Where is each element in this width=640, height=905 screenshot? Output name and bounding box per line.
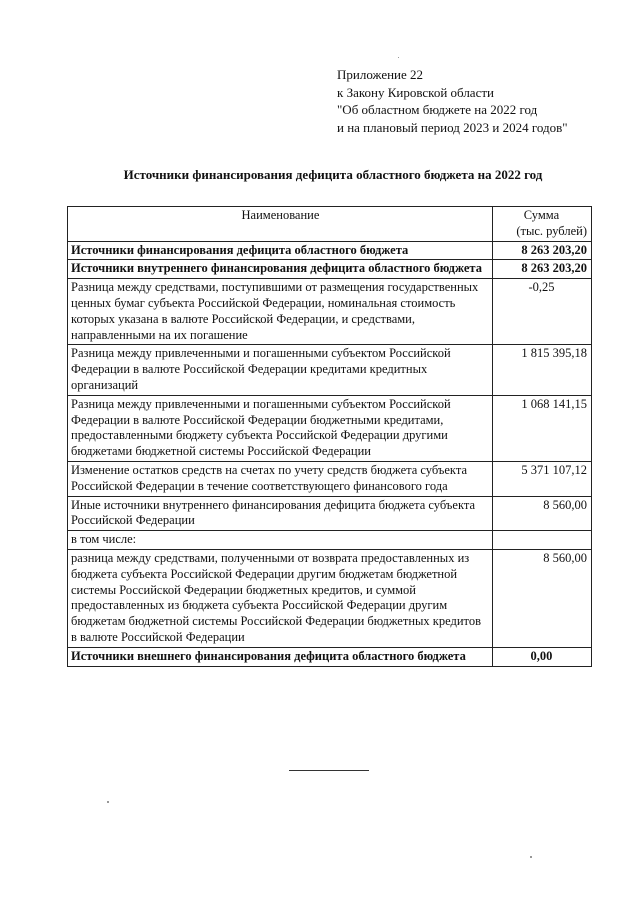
row-name-cell: Разница между привлеченными и погашенными субъектом Российской Федерации в валюте Российской Федерации кредитами кредитных организаций (68, 345, 493, 395)
table-row (68, 260, 592, 279)
row-name-cell: в том числе: (68, 531, 493, 550)
annex-line-2: к Закону Кировской области (337, 84, 494, 100)
table-row (68, 461, 592, 496)
table-row (68, 549, 592, 647)
annex-line-3: "Об областном бюджете на 2022 год (337, 102, 538, 117)
row-sum-cell: 8 560,00 (492, 549, 591, 647)
table-row (68, 647, 592, 666)
table-row (68, 241, 592, 260)
closing-divider (289, 770, 369, 771)
document-title: Источники финансирования дефицита областного бюджета на 2022 год (123, 167, 543, 182)
table-row (68, 531, 592, 550)
row-name-cell: Иные источники внутреннего финансирования дефицита бюджета субъекта Российской Федерации (68, 496, 493, 531)
header-sum-unit: (тыс. рублей) (516, 223, 587, 238)
scan-speck (398, 57, 399, 58)
row-sum-cell: 1 815 395,18 (492, 345, 591, 395)
table-row (68, 395, 592, 461)
row-name-cell: Источники финансирования дефицита областного бюджета (68, 241, 493, 260)
row-sum-cell: 8 560,00 (492, 496, 591, 531)
annex-line-4: и на плановый период 2023 и 2024 годов" (337, 119, 568, 135)
row-sum-cell: 8 263 203,20 (492, 241, 591, 260)
table-row (68, 496, 592, 531)
row-sum-cell: -0,25 (492, 279, 591, 345)
row-name-cell: Источники внешнего финансирования дефицита областного бюджета (68, 647, 493, 666)
row-sum-cell: 0,00 (492, 647, 591, 666)
header-name-cell: Наименование (68, 207, 493, 242)
table-header-row (68, 207, 592, 242)
scan-speck (107, 801, 109, 803)
header-sum-cell (492, 207, 591, 242)
row-name-cell: Источники внутреннего финансирования дефицита областного бюджета (68, 260, 493, 279)
annex-line-1: Приложение 22 (337, 67, 424, 82)
annex-note (337, 66, 627, 136)
table-row (68, 345, 592, 395)
row-sum-cell: 5 371 107,12 (492, 461, 591, 496)
header-sum-label: Сумма (523, 208, 560, 222)
row-name-cell: Разница между привлеченными и погашенными субъектом Российской Федерации в валюте Российской Федерации бюджетными кредитами, предоставленными бюджету субъекта Российской Федерации другими бюджетами бюджетной системы Российской Федерации (68, 395, 493, 461)
row-name-cell: Изменение остатков средств на счетах по учету средств бюджета субъекта Российской Федерации в течение соответствующего финансового года (68, 461, 493, 496)
table-row (68, 279, 592, 345)
row-sum-cell: 8 263 203,20 (492, 260, 591, 279)
financing-table (67, 206, 592, 667)
row-name-cell: Разница между средствами, поступившими от размещения государственных ценных бумаг субъекта Российской Федерации, номинальная стоимость которых указана в валюте Российской Федерации, и средствами, направленными на их погашение (68, 279, 493, 345)
row-sum-cell (492, 531, 591, 550)
row-name-cell: разница между средствами, полученными от возврата предоставленных из бюджета субъекта Российской Федерации другим бюджетам бюджетной системы Российской Федерации бюджетных кредитов, и суммой предоставленных из бюджета субъекта Российской Федерации другим бюджетам бюджетной системы Российской Федерации бюджетных кредитов в валюте Российской Федерации (68, 549, 493, 647)
row-sum-cell: 1 068 141,15 (492, 395, 591, 461)
scan-speck (530, 856, 532, 858)
